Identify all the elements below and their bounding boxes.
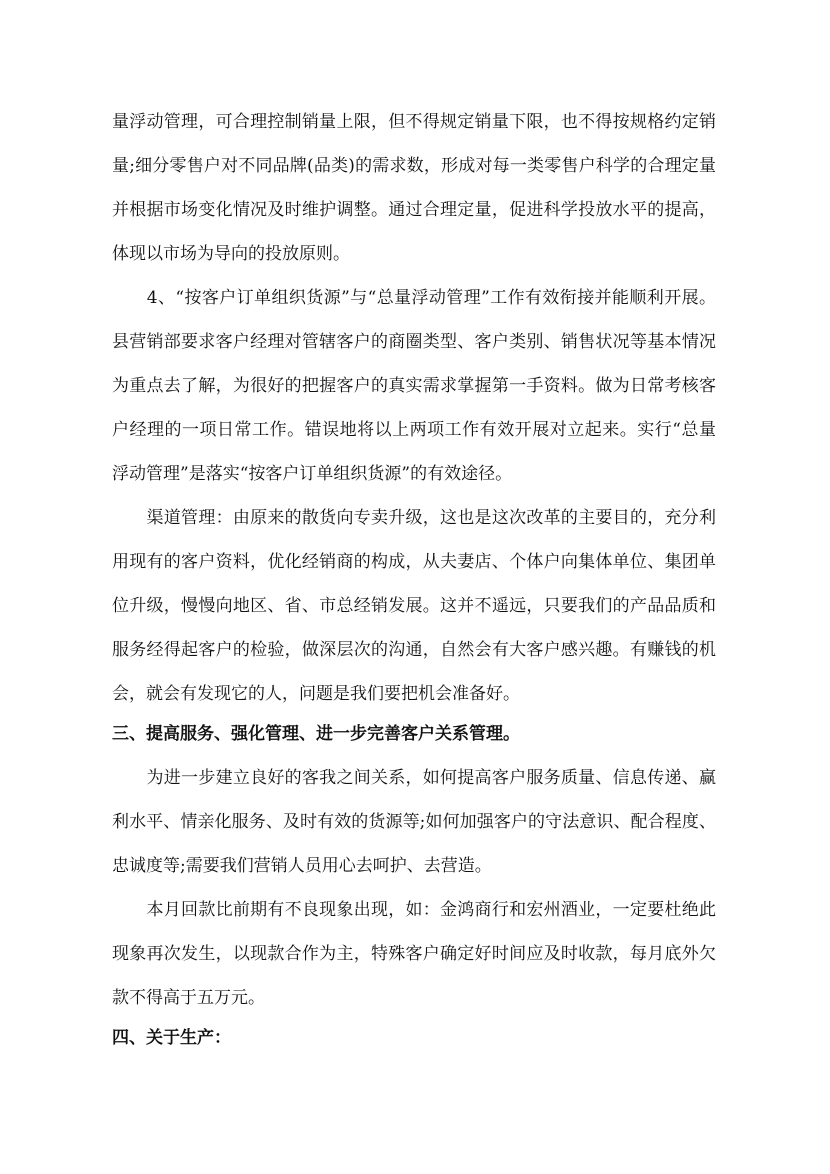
paragraph-customer-relations — [112, 756, 716, 888]
text-line: 利水平、情亲化服务、及时有效的货源等;如何加强客户的守法意识、配合程度、 — [112, 812, 716, 832]
text-line: 位升级，慢慢向地区、省、市总经销发展。这并不遥远，只要我们的产品品质和 — [112, 596, 716, 616]
text-line: 渠道管理：由原来的散货向专卖升级，这也是这次改革的主要目的，充分利 — [112, 508, 716, 528]
text-line: 量;细分零售户对不同品牌(品类)的需求数，形成对每一类零售户科学的合理定量 — [112, 156, 716, 176]
text-line: 款不得高于五万元。 — [112, 988, 265, 1008]
text-line: 并根据市场变化情况及时维护调整。通过合理定量，促进科学投放水平的提高， — [112, 200, 716, 220]
text-line: 为重点去了解，为很好的把握客户的真实需求掌握第一手资料。做为日常考核客 — [112, 376, 716, 396]
paragraph-item-4 — [112, 276, 716, 496]
text-line: 4、“按客户订单组织货源”与“总量浮动管理”工作有效衔接并能顺利开展。 — [112, 288, 716, 308]
paragraph-total-quantity — [112, 100, 716, 276]
text-line: 量浮动管理，可合理控制销量上限，但不得规定销量下限，也不得按规格约定销 — [112, 112, 716, 132]
section-heading-4: 四、关于生产： — [112, 1028, 231, 1048]
paragraph-receivables — [112, 888, 716, 1020]
text-line: 县营销部要求客户经理对管辖客户的商圈类型、客户类别、销售状况等基本情况 — [112, 332, 716, 352]
text-line: 现象再次发生，以现款合作为主，特殊客户确定好时间应及时收款，每月底外欠 — [112, 944, 716, 964]
text-line: 会，就会有发现它的人，问题是我们要把机会准备好。 — [112, 684, 520, 704]
text-line: 浮动管理”是落实“按客户订单组织货源”的有效途径。 — [112, 464, 513, 484]
text-line: 用现有的客户资料，优化经销商的构成，从夫妻店、个体户向集体单位、集团单 — [112, 552, 716, 572]
text-line: 体现以市场为导向的投放原则。 — [112, 244, 350, 264]
text-line: 服务经得起客户的检验，做深层次的沟通，自然会有大客户感兴趣。有赚钱的机 — [112, 640, 716, 660]
section-heading-3: 三、提高服务、强化管理、进一步完善客户关系管理。 — [112, 724, 520, 744]
text-line: 户经理的一项日常工作。错误地将以上两项工作有效开展对立起来。实行“总量 — [112, 420, 716, 440]
text-line: 为进一步建立良好的客我之间关系，如何提高客户服务质量、信息传递、赢 — [112, 768, 716, 788]
paragraph-channel-management — [112, 496, 716, 716]
text-line: 忠诚度等;需要我们营销人员用心去呵护、去营造。 — [112, 856, 492, 876]
text-line: 本月回款比前期有不良现象出现，如：金鸿商行和宏州酒业，一定要杜绝此 — [112, 900, 716, 920]
